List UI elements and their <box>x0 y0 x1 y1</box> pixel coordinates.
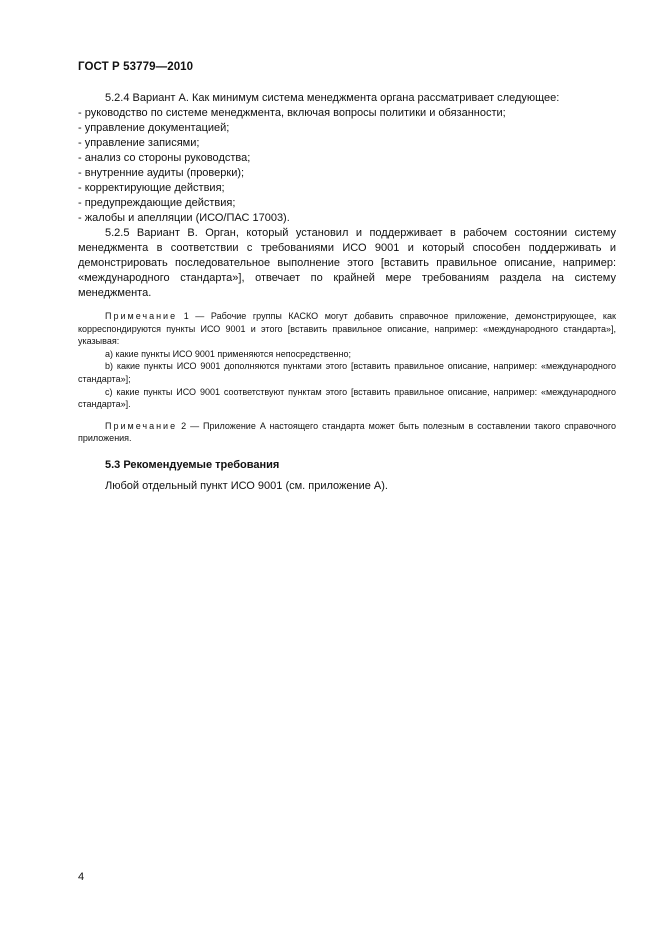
note-item: c) какие пункты ИСО 9001 соответствуют пунктам этого [вставить правильное описание, например: «международного стандарта»]. <box>78 386 616 410</box>
document-body <box>78 91 616 494</box>
note-2 <box>78 420 616 445</box>
list-item: - предупреждающие действия; <box>78 197 236 209</box>
note-1 <box>78 310 616 411</box>
list-item: - анализ со стороны руководства; <box>78 152 251 164</box>
note-text: 1 — Рабочие группы КАСКО могут добавить справочное приложение, демонстрирующее, как корреспондируются пункты ИСО 9001 и этого [вставить правильное описание, например: «международного стандарта»], указывая: <box>78 311 616 347</box>
note-item: b) какие пункты ИСО 9001 дополняются пунктами этого [вставить правильное описание, например: «международного стандарта»]; <box>78 361 616 384</box>
list-item: - управление документацией; <box>78 122 230 134</box>
section-5-2-5-paragraph: 5.2.5 Вариант B. Орган, который установил и поддерживает в рабочем состоянии систему менеджмента в соответствии с требованиями ИСО 9001 и который способен поддерживать и демонстрировать последовательное выполнение этого [вставить правильное описание, например: «международного стандарта»], отвечает по крайней мере требованиям раздела на систему менеджмента. <box>78 227 616 299</box>
list-item: - управление записями; <box>78 137 200 149</box>
page-number: 4 <box>78 871 85 883</box>
list-item: - внутренние аудиты (проверки); <box>78 167 245 179</box>
note-item: a) какие пункты ИСО 9001 применяются непосредственно; <box>105 348 351 359</box>
standard-header: ГОСТ Р 53779—2010 <box>78 61 194 73</box>
note-text: 2 — Приложение A настоящего стандарта может быть полезным в составлении такого справочного приложения. <box>78 420 616 444</box>
section-5-2-4-intro: 5.2.4 Вариант A. Как минимум система менеджмента органа рассматривает следующее: <box>105 92 560 104</box>
list-item: - корректирующие действия; <box>78 182 225 194</box>
section-5-2-4-list <box>78 106 616 226</box>
section-5-3-text: Любой отдельный пункт ИСО 9001 (см. приложение A). <box>105 479 388 492</box>
note-label: Примечание <box>105 420 178 431</box>
section-5-3-heading: 5.3 Рекомендуемые требования <box>105 458 280 471</box>
list-item: - руководство по системе менеджмента, включая вопросы политики и обязанности; <box>78 107 506 119</box>
list-item: - жалобы и апелляции (ИСО/ПАС 17003). <box>78 212 290 224</box>
note-label: Примечание <box>105 311 178 321</box>
